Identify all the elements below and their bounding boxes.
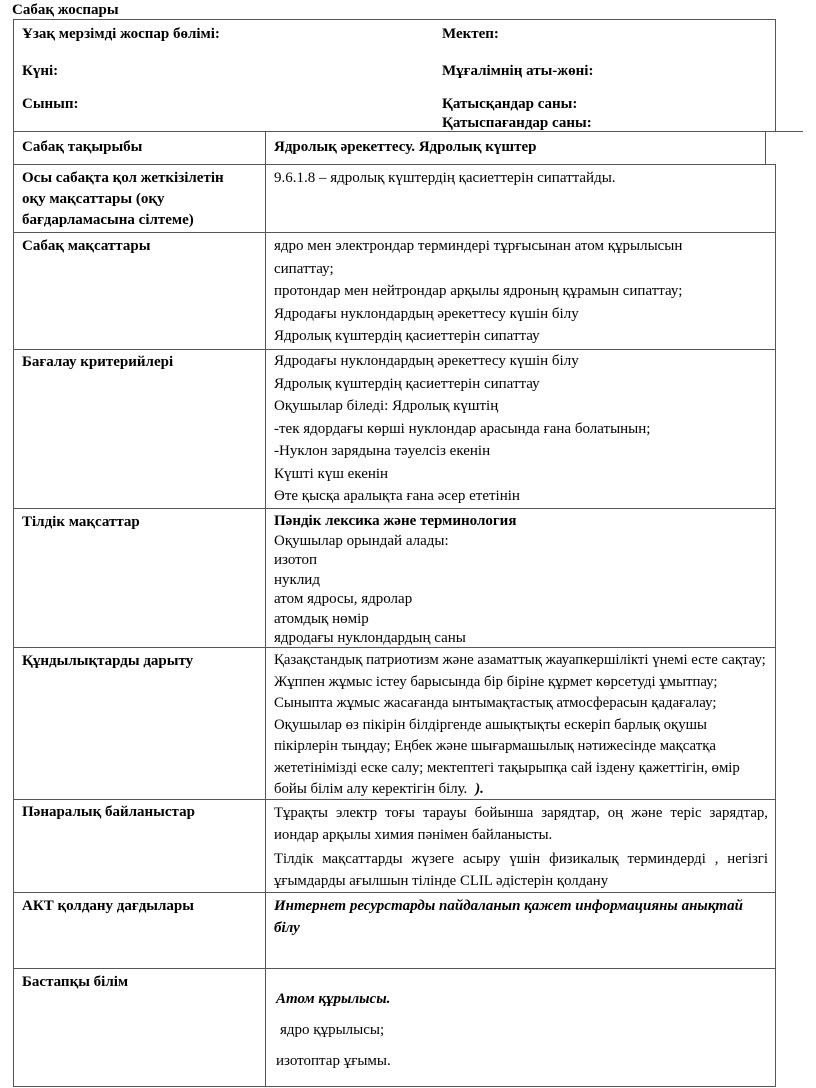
absent-count-label: Қатыспағандар саны: [442,115,592,131]
page-title: Сабақ жоспары [12,2,119,18]
cross-curricular-label: Пәнаралық байланыстар [22,804,195,820]
objectives-label-line: Осы сабақта қол жеткізілетін [22,170,224,186]
values-label: Құндылықтарды дарыту [22,653,194,669]
long-term-plan-label: Ұзақ мерзімді жоспар бөлімі: [22,26,220,42]
lesson-goals-label: Сабақ мақсаттары [22,238,151,254]
topic-value: Ядролық әрекеттесу. Ядролық күштер [274,139,537,155]
ict-value: Интернет ресурстарды пайдаланып қажет информацияны анықтай білу [274,898,743,936]
list-item: атомдық нөмір [274,610,369,627]
values-text: Қазақстандық патриотизм және азаматтық жауапкершілікті үнемі есте сақтау; Жұппен жұмыс істеу барысында бір біріне құрмет көрсетуді ұмытпау; Сыныпта жұмыс жасағанда ынтымақтастық атмосферасын қадағалау; Оқушылар өз пікірін білдіргенде ашықтықты ескеріп барлық оқушы пікірлерін тыңдау; Еңбек және шығармашылық нәтижесінде мақсатқа жететінімізді еске салу; мектептегі тақырыпқа сай іздену қажеттігін, өмір бойы білім алу керектігін білу. [274,652,766,797]
topic-label: Сабақ тақырыбы [22,139,143,155]
list-item: нуклид [274,571,320,588]
teacher-label: Мұғалімнің аты-жөні: [442,63,594,79]
prior-knowledge-value [276,984,391,1077]
objectives-label-line: бағдарламасына сілтеме) [22,212,194,228]
list-item: Ядролық күштердің қасиеттерін сипаттау [274,328,540,344]
class-label: Сынып: [22,96,79,112]
cross-curricular-paragraph: Тұрақты электр тоғы тарауы бойынша зарядтар, оң және теріс зарядтар, иондар арқылы химия пәнімен байланысты. [274,805,768,843]
list-item: атом ядросы, ядролар [274,591,413,607]
list-item: Күшті күш екенін [274,465,389,482]
list-item: сипаттау; [274,260,334,277]
objectives-label-line: оқу мақсаттары (оқу [22,191,165,207]
objectives-value: 9.6.1.8 – ядролық күштердің қасиеттерін сипаттайды. [274,170,616,186]
list-item: -Нуклон зарядына тәуелсіз екенін [274,443,491,459]
school-label: Мектеп: [442,26,499,42]
language-goals-label: Тілдік мақсаттар [22,514,140,530]
assessment-label: Бағалау критерийлері [22,354,174,370]
list-item: Оқушылар біледі: Ядролық күштің [274,398,499,414]
list-item: протондар мен нейтрондар арқылы ядроның құрамын сипаттау; [274,283,683,299]
values-tail: ). [475,781,484,797]
assessment-value [274,350,650,508]
cross-curricular-paragraph: Тілдік мақсаттарды жүзеге асыру үшін физикалық терминдерді , негізгі ұғымдарды ағылшын тілінде CLIL әдістерін қолдану [274,851,768,889]
list-item: ядро мен электрондар терминдері тұрғысынан атом құрылысын [274,238,683,254]
cross-curricular-value [274,803,768,892]
prior-knowledge-heading: Атом құрылысы. [276,991,391,1007]
objectives-label [22,168,260,231]
date-label: Күні: [22,63,59,79]
lesson-goals-value [274,235,682,348]
list-item: изотоп [274,552,318,568]
list-item: ядро құрылысы; [280,1022,385,1038]
prior-knowledge-label: Бастапқы білім [22,974,129,990]
list-item: Өте қысқа аралықта ғана әсер ететінін [274,488,520,504]
list-item: ядродағы нуклондардың саны [274,630,466,646]
list-item: -тек ядордағы көрші нуклондар арасында ғана болатынын; [274,420,651,437]
list-item: Ядродағы нуклондардың әрекеттесу күшін білу [274,353,579,369]
language-goals-value [274,512,516,649]
ict-label: АКТ қолдану дағдылары [22,898,194,914]
present-count-label: Қатысқандар саны: [442,96,578,112]
list-item: Оқушылар орындай алады: [274,532,449,549]
list-item: изотоптар ұғымы. [276,1053,391,1069]
list-item: Ядродағы нуклондардың әрекеттесу күшін білу [274,305,579,322]
list-item: Ядролық күштердің қасиеттерін сипаттау [274,375,540,392]
values-value [274,650,766,801]
language-goals-heading: Пәндік лексика және терминология [274,513,517,529]
